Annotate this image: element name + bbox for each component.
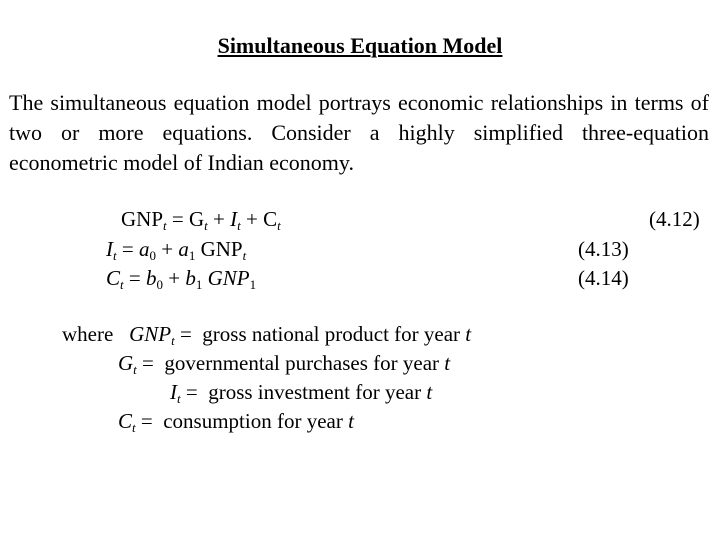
eq-lhs: GNP — [121, 207, 164, 231]
eq-term-g: G — [188, 207, 205, 231]
eq-coef-b-sub: 1 — [195, 277, 203, 292]
eq-coef-a-sub: 0 — [149, 248, 156, 263]
eq-term-c-sub: t — [277, 218, 281, 233]
eq-var: GNP — [202, 266, 250, 290]
def-symbol: G — [118, 351, 134, 375]
eq-term-i: I — [230, 207, 238, 231]
definition-consumption — [118, 409, 354, 434]
eq-equals: = — [166, 207, 189, 231]
def-year-var: t — [444, 351, 451, 375]
eq-lhs: I — [106, 237, 113, 261]
def-symbol: I — [170, 380, 177, 404]
eq-coef-b: b — [185, 266, 196, 290]
where-label: where — [62, 322, 114, 346]
eq-lhs-sub: t — [113, 248, 117, 263]
equation-investment — [106, 237, 246, 262]
def-year-var: t — [348, 409, 354, 433]
def-symbol-sub: t — [133, 362, 137, 377]
eq-equals: = — [116, 237, 139, 261]
eq-plus: + — [155, 237, 179, 261]
eq-coef-b: b — [145, 266, 157, 290]
equation-number: (4.14) — [578, 266, 629, 290]
def-symbol-sub: t — [171, 333, 175, 348]
eq-equals: = — [123, 266, 146, 290]
eq-term-i-sub: t — [237, 218, 241, 233]
def-symbol-sub: t — [132, 420, 136, 435]
intro-paragraph: The simultaneous equation model portrays economic relationships in terms of two or more equations. Consider a highly simplified three-equation econometric model of Indian economy. — [9, 90, 709, 175]
def-symbol: GNP — [129, 322, 172, 346]
eq-coef-a-sub: 1 — [188, 248, 196, 263]
eq-plus: + — [207, 207, 231, 231]
equation-consumption — [106, 266, 256, 291]
eq-term-c: C — [263, 207, 278, 231]
eq-var: GNP — [195, 237, 243, 261]
definition-government — [118, 351, 450, 376]
eq-coef-a: a — [178, 237, 189, 261]
eq-plus: + — [162, 266, 186, 290]
def-text: = consumption for year — [135, 409, 349, 433]
def-year-var: t — [426, 380, 433, 404]
eq-lhs-sub: t — [120, 277, 124, 292]
eq-lhs-sub: t — [163, 218, 167, 233]
eq-coef-b-sub: 0 — [156, 277, 163, 292]
equation-number: (4.13) — [578, 237, 629, 261]
equation-number: (4.12) — [649, 207, 700, 231]
definition-investment — [170, 380, 432, 405]
definition-gnp — [62, 322, 471, 347]
def-symbol: C — [118, 409, 133, 433]
def-text: = gross national product for year — [174, 322, 466, 346]
eq-var-sub: 1 — [249, 277, 257, 292]
equation-gnp — [121, 207, 281, 232]
def-year-var: t — [465, 322, 472, 346]
eq-var-sub: t — [242, 248, 247, 263]
eq-lhs: C — [106, 266, 121, 290]
def-symbol-sub: t — [177, 391, 181, 406]
page-title: Simultaneous Equation Model — [217, 33, 503, 58]
eq-coef-a: a — [138, 237, 150, 261]
def-text: = gross investment for year — [180, 380, 427, 404]
eq-term-g-sub: t — [204, 218, 208, 233]
def-text: = governmental purchases for year — [136, 351, 445, 375]
eq-plus: + — [240, 207, 264, 231]
